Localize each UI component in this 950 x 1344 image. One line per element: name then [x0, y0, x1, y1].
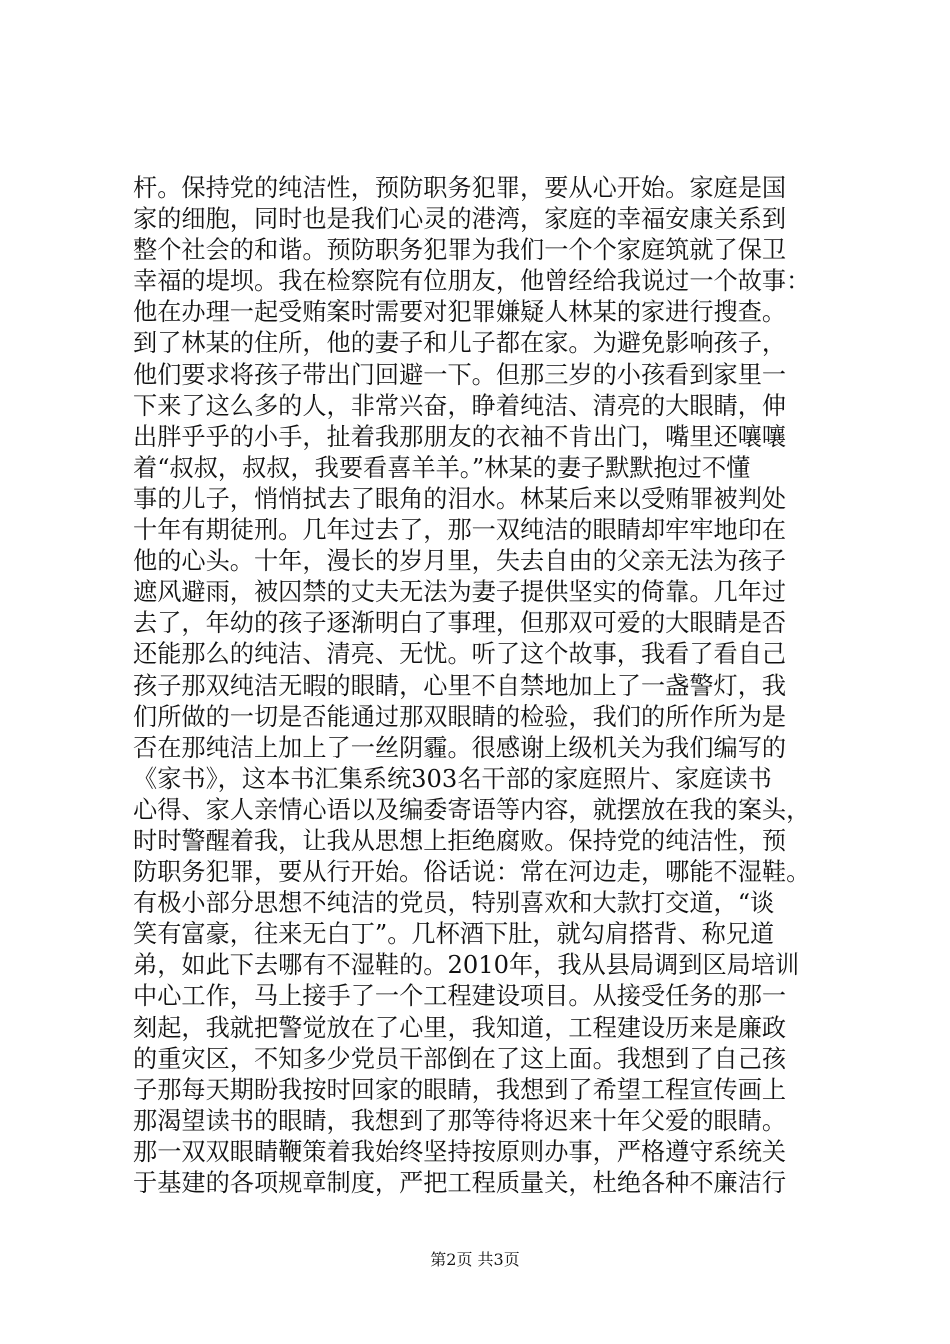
text-line: 防职务犯罪，要从行开始。俗话说：常在河边走，哪能不湿鞋。	[133, 858, 811, 887]
text-line: 时时警醒着我，让我从思想上拒绝腐败。保持党的纯洁性，预	[133, 826, 787, 855]
text-line: 家的细胞，同时也是我们心灵的港湾，家庭的幸福安康关系到	[133, 205, 787, 234]
text-line: 出胖乎乎的小手，扯着我那朋友的衣袖不肯出门，嘴里还嚷嚷	[133, 422, 787, 451]
text-line: 还能那么的纯洁、清亮、无忧。听了这个故事，我看了看自己	[133, 640, 787, 669]
text-line: 《家书》，这本书汇集系统303名干部的家庭照片、家庭读书	[133, 764, 772, 793]
text-line: 心得、家人亲情心语以及编委寄语等内容，就摆放在我的案头，	[133, 795, 811, 824]
text-line: 到了林某的住所，他的妻子和儿子都在家。为避免影响孩子，	[133, 329, 787, 358]
text-line: 子那每天期盼我按时回家的眼睛，我想到了希望工程宣传画上	[133, 1075, 787, 1104]
text-line: 他的心头。十年，漫长的岁月里，失去自由的父亲无法为孩子	[133, 547, 787, 576]
text-line: 十年有期徒刑。几年过去了，那一双纯洁的眼睛却牢牢地印在	[133, 516, 787, 545]
text-line: 否在那纯洁上加上了一丝阴霾。很感谢上级机关为我们编写的	[133, 733, 787, 762]
text-line: 中心工作，马上接手了一个工程建设项目。从接受任务的那一	[133, 982, 787, 1011]
text-line: 整个社会的和谐。预防职务犯罪为我们一个个家庭筑就了保卫	[133, 236, 787, 265]
text-line: 刻起，我就把警觉放在了心里，我知道，工程建设历来是廉政	[133, 1013, 787, 1042]
text-line: 遮风避雨，被囚禁的丈夫无法为妻子提供坚实的倚靠。几年过	[133, 578, 787, 607]
text-line: 孩子那双纯洁无暇的眼睛，心里不自禁地加上了一盏警灯，我	[133, 671, 787, 700]
page-footer: 第2页 共3页	[430, 1250, 520, 1269]
text-line: 事的儿子，悄悄拭去了眼角的泪水。林某后来以受贿罪被判处	[133, 484, 787, 513]
text-line: 们所做的一切是否能通过那双眼睛的检验，我们的所作所为是	[133, 702, 787, 731]
text-line: 杆。保持党的纯洁性，预防职务犯罪，要从心开始。家庭是国	[133, 174, 787, 202]
text-line: 着“叔叔，叔叔，我要看喜羊羊。”林某的妻子默默抱过不懂	[133, 453, 751, 482]
text-line: 笑有富豪，往来无白丁”。几杯酒下肚，就勾肩搭背、称兄道	[133, 920, 775, 949]
text-line: 的重灾区，不知多少党员干部倒在了这上面。我想到了自己孩	[133, 1044, 787, 1073]
text-line: 弟，如此下去哪有不湿鞋的。2010年，我从县局调到区局培训	[133, 951, 800, 980]
text-line: 下来了这么多的人，非常兴奋，睁着纯洁、清亮的大眼睛，伸	[133, 391, 787, 420]
body-text	[133, 173, 833, 1199]
text-line: 于基建的各项规章制度，严把工程质量关，杜绝各种不廉洁行	[133, 1169, 787, 1197]
text-line: 那一双双眼睛鞭策着我始终坚持按原则办事，严格遵守系统关	[133, 1137, 787, 1166]
text-line: 去了，年幼的孩子逐渐明白了事理，但那双可爱的大眼睛是否	[133, 609, 787, 638]
text-line: 有极小部分思想不纯洁的党员，特别喜欢和大款打交道，“谈	[133, 889, 775, 918]
text-line: 他在办理一起受贿案时需要对犯罪嫌疑人林某的家进行搜查。	[133, 298, 787, 327]
text-line: 幸福的堤坝。我在检察院有位朋友，他曾经给我说过一个故事：	[133, 267, 811, 296]
text-line: 他们要求将孩子带出门回避一下。但那三岁的小孩看到家里一	[133, 360, 787, 389]
text-line: 那渴望读书的眼睛，我想到了那等待将迟来十年父爱的眼睛。	[133, 1106, 787, 1135]
